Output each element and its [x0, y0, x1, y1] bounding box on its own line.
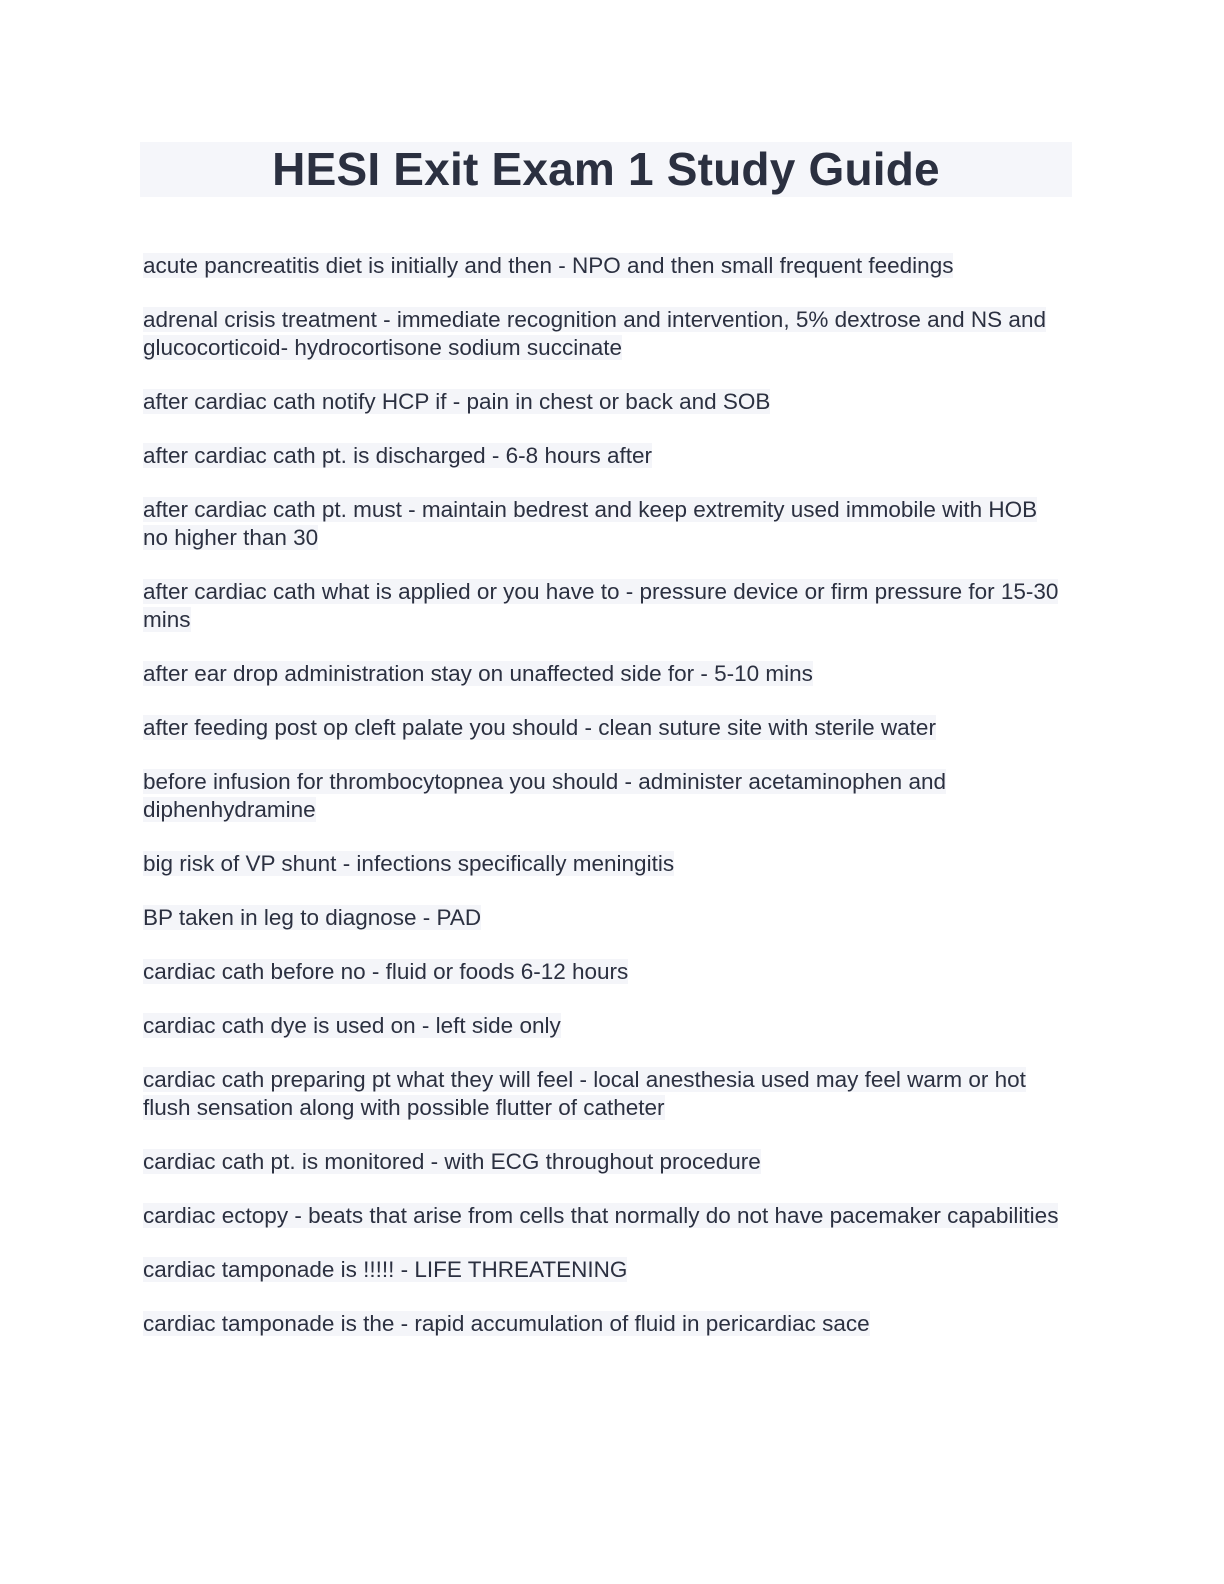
entry-text: after feeding post op cleft palate you should - clean suture site with sterile water	[143, 715, 936, 740]
entry-text: cardiac cath pt. is monitored - with ECG throughout procedure	[143, 1149, 761, 1174]
entry-text: adrenal crisis treatment - immediate recognition and intervention, 5% dextrose and NS and glucocorticoid- hydrocortisone sodium succinate	[143, 307, 1046, 360]
entry-text: after ear drop administration stay on unaffected side for - 5-10 mins	[143, 661, 813, 686]
list-item	[143, 1148, 1063, 1176]
study-entries	[143, 252, 1063, 1364]
entry-text: after cardiac cath pt. is discharged - 6-8 hours after	[143, 443, 652, 468]
list-item	[143, 660, 1063, 688]
entry-text: cardiac tamponade is !!!!! - LIFE THREATENING	[143, 1257, 628, 1282]
list-item	[143, 496, 1063, 552]
list-item	[143, 958, 1063, 986]
list-item	[143, 306, 1063, 362]
list-item	[143, 442, 1063, 470]
page-title: HESI Exit Exam 1 Study Guide	[272, 143, 940, 195]
entry-text: cardiac cath before no - fluid or foods 6-12 hours	[143, 959, 629, 984]
list-item	[143, 714, 1063, 742]
list-item	[143, 850, 1063, 878]
entry-text: acute pancreatitis diet is initially and then - NPO and then small frequent feedings	[143, 253, 954, 278]
entry-text: after cardiac cath notify HCP if - pain in chest or back and SOB	[143, 389, 771, 414]
title-band	[140, 142, 1072, 197]
entry-text: cardiac cath dye is used on - left side only	[143, 1013, 561, 1038]
entry-text: BP taken in leg to diagnose - PAD	[143, 905, 482, 930]
list-item	[143, 1310, 1063, 1338]
list-item	[143, 768, 1063, 824]
entry-text: cardiac cath preparing pt what they will feel - local anesthesia used may feel warm or hot flush sensation along with possible flutter of catheter	[143, 1067, 1026, 1120]
entry-text: cardiac tamponade is the - rapid accumulation of fluid in pericardiac sace	[143, 1311, 870, 1336]
list-item	[143, 1066, 1063, 1122]
list-item	[143, 578, 1063, 634]
entry-text: after cardiac cath pt. must - maintain bedrest and keep extremity used immobile with HOB no higher than 30	[143, 497, 1038, 550]
list-item	[143, 1256, 1063, 1284]
entry-text: before infusion for thrombocytopnea you should - administer acetaminophen and diphenhydramine	[143, 769, 946, 822]
entry-text: after cardiac cath what is applied or you have to - pressure device or firm pressure for 15-30 mins	[143, 579, 1059, 632]
entry-text: cardiac ectopy - beats that arise from cells that normally do not have pacemaker capabilities	[143, 1203, 1059, 1228]
list-item	[143, 1012, 1063, 1040]
list-item	[143, 388, 1063, 416]
list-item	[143, 252, 1063, 280]
list-item	[143, 1202, 1063, 1230]
list-item	[143, 904, 1063, 932]
entry-text: big risk of VP shunt - infections specifically meningitis	[143, 851, 675, 876]
